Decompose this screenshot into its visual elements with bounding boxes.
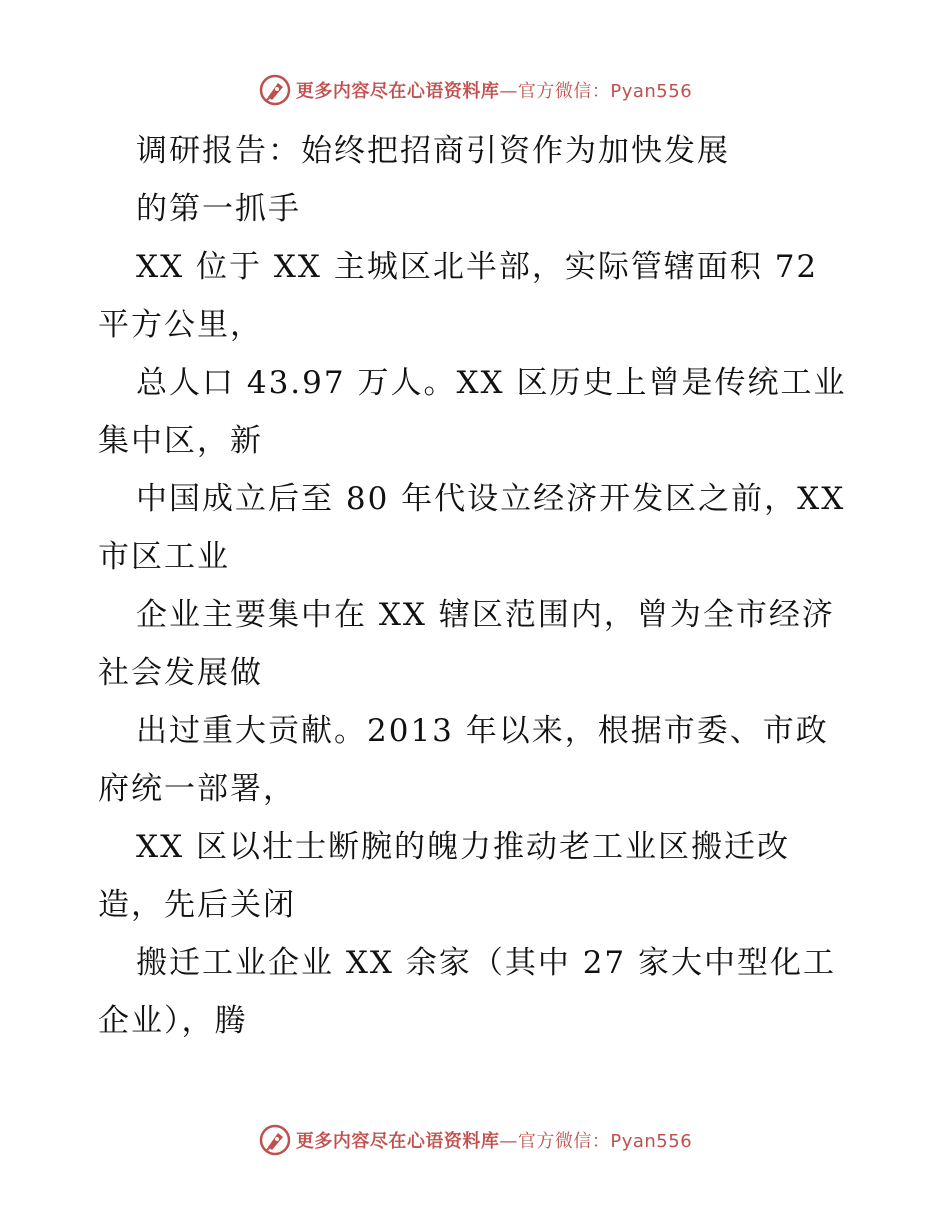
- paragraph-line: 集中区，新: [98, 423, 263, 459]
- banner-wechat-label: 官方微信：: [517, 81, 611, 102]
- pen-nib-logo-icon: [258, 1123, 292, 1157]
- header-watermark-banner: [0, 70, 950, 110]
- banner-wechat-label: 官方微信：: [517, 1131, 611, 1152]
- banner-brand-text: 更多内容尽在心语资料库: [295, 1131, 500, 1152]
- paragraph-line: XX 位于 XX 主城区北半部，实际管辖面积 72: [136, 249, 819, 285]
- paragraph-line: 企业主要集中在 XX 辖区范围内，曾为全市经济: [136, 597, 835, 633]
- paragraph-line: XX 区以壮士断腕的魄力推动老工业区搬迁改: [136, 829, 790, 865]
- paragraph-line: 搬迁工业企业 XX 余家（其中 27 家大中型化工: [136, 945, 836, 981]
- paragraph-line: 社会发展做: [98, 655, 263, 691]
- paragraph-line: 平方公里，: [98, 307, 263, 343]
- paragraph-line: 企业），腾: [98, 1003, 248, 1039]
- banner-wechat-id: Pyan556: [610, 81, 693, 102]
- banner-dash: —: [499, 81, 518, 102]
- title-line-1: 调研报告：始终把招商引资作为加快发展: [136, 133, 730, 169]
- paragraph-line: 中国成立后至 80 年代设立经济开发区之前，XX: [136, 481, 846, 517]
- banner-text: [296, 1127, 692, 1153]
- paragraph-line: 总人口 43.97 万人。XX 区历史上曾是传统工业: [136, 365, 847, 401]
- paragraph-line: 造，先后关闭: [98, 887, 296, 923]
- title-line-2: 的第一抓手: [136, 191, 301, 227]
- banner-dash: —: [499, 1131, 518, 1152]
- footer-watermark-banner: [0, 1120, 950, 1160]
- banner-brand-text: 更多内容尽在心语资料库: [295, 81, 500, 102]
- banner-text: [296, 77, 692, 103]
- banner-wechat-id: Pyan556: [610, 1131, 693, 1152]
- document-body: [98, 122, 858, 1050]
- paragraph-line: 府统一部署，: [98, 771, 296, 807]
- pen-nib-logo-icon: [258, 73, 292, 107]
- paragraph-line: 出过重大贡献。2013 年以来，根据市委、市政: [136, 713, 829, 749]
- paragraph-line: 市区工业: [98, 539, 230, 575]
